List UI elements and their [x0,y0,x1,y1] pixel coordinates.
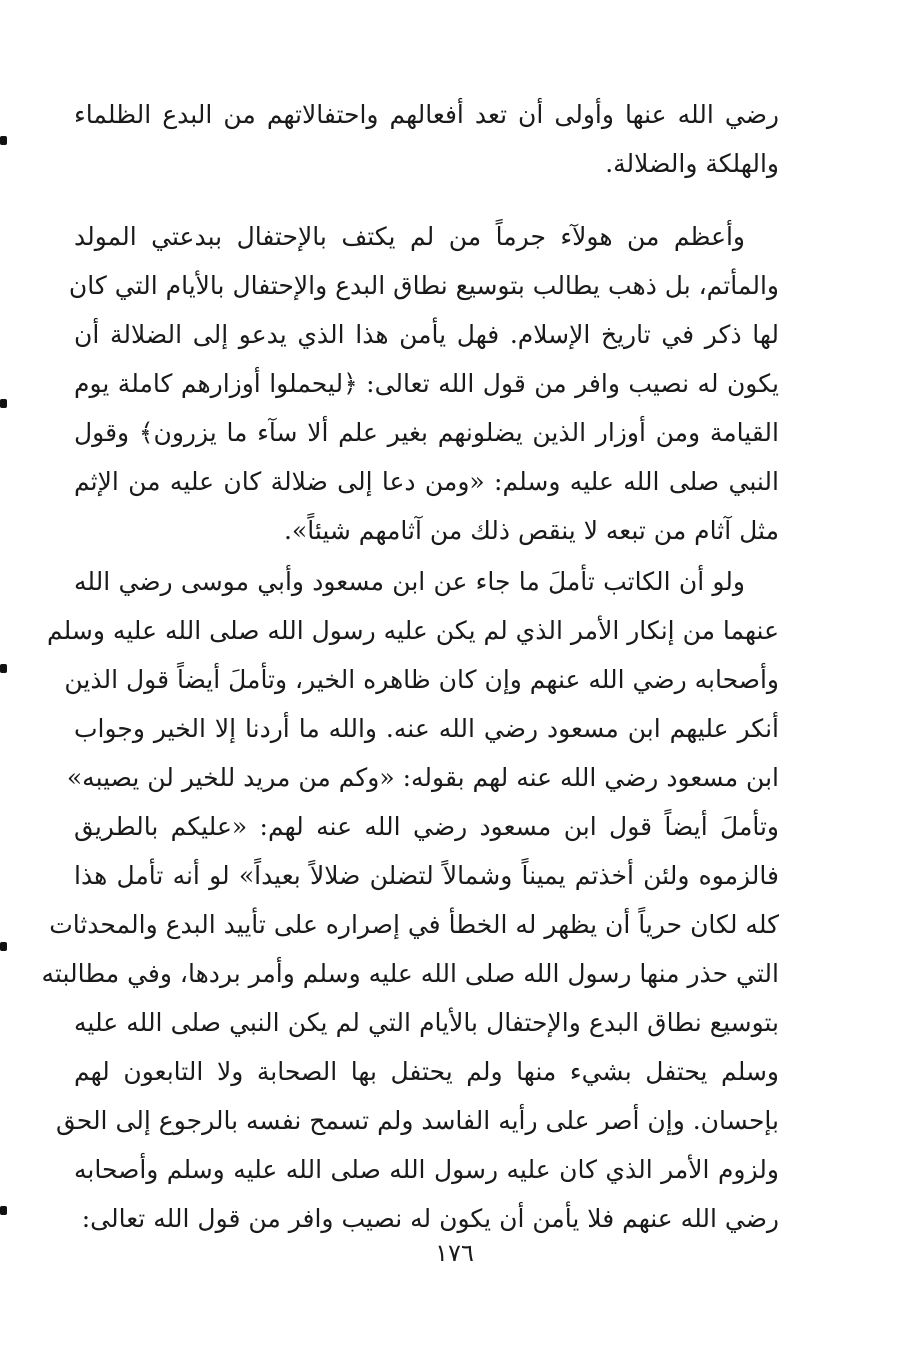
text-line: وسلم يحتفل بشيء منها ولم يحتفل بها الصحابة ولا التابعون لهم [74,1057,779,1086]
text-line: بإحسان. وإن أصر على رأيه الفاسد ولم تسمح نفسه بالرجوع إلى الحق [55,1106,779,1135]
text-line: أنكر عليهم ابن مسعود رضي الله عنه. والله ما أردنا إلا الخير وجواب [74,714,779,743]
text-line: والهلكة والضلالة. [605,149,779,178]
text-line: وأعظم من هولآء جرماً من لم يكتف بالإحتفال ببدعتي المولد [74,222,745,251]
text-line: رضي الله عنهم فلا يأمن أن يكون له نصيب وافر من قول الله تعالى: [81,1204,779,1233]
text-line: ابن مسعود رضي الله عنه لهم بقوله: «وكم من مريد للخير لن يصيبه» [66,763,779,792]
text-line: ولو أن الكاتب تأملَ ما جاء عن ابن مسعود وأبي موسى رضي الله [74,567,745,596]
text-line: لها ذكر في تاريخ الإسلام. فهل يأمن هذا الذي يدعو إلى الضلالة أن [74,320,779,349]
text-line: وتأملَ أيضاً قول ابن مسعود رضي الله عنه لهم: «عليكم بالطريق [74,812,779,841]
text-line: ولزوم الأمر الذي كان عليه رسول الله صلى الله عليه وسلم وأصحابه [74,1155,779,1184]
scan-edge-mark [0,136,7,145]
scan-edge-mark [0,399,7,408]
text-line: يكون له نصيب وافر من قول الله تعالى: ﴿ليحملوا أوزارهم كاملة يوم [74,369,779,398]
text-line: مثل آثام من تبعه لا ينقص ذلك من آثامهم شيئاً». [283,516,779,545]
text-line: القيامة ومن أوزار الذين يضلونهم بغير علم ألا سآء ما يزرون﴾ وقول [74,418,779,447]
scan-edge-mark [0,942,7,951]
page-number: ١٧٦ [435,1239,474,1267]
text-line: فالزموه ولئن أخذتم يميناً وشمالاً لتضلن ضلالاً بعيداً» لو أنه تأمل هذا [74,861,779,890]
paragraph-3 [41,557,779,1243]
text-line: بتوسيع نطاق البدع والإحتفال بالأيام التي لم يكن النبي صلى الله عليه [74,1008,779,1037]
text-line: كله لكان حرياً أن يظهر له الخطأ في إصراره على تأييد البدع والمحدثات [49,910,779,939]
text-line: رضي الله عنها وأولى أن تعد أفعالهم واحتفالاتهم من البدع الظلماء [74,100,779,129]
text-line: النبي صلى الله عليه وسلم: «ومن دعا إلى ضلالة كان عليه من الإثم [74,467,779,496]
paragraph-1 [74,90,779,188]
text-line: التي حذر منها رسول الله صلى الله عليه وسلم وأمر بردها، وفي مطالبته [41,959,779,988]
text-line: وأصحابه رضي الله عنهم وإن كان ظاهره الخير، وتأملَ أيضاً قول الذين [64,665,779,694]
text-line: عنهما من إنكار الأمر الذي لم يكن عليه رسول الله صلى الله عليه وسلم [46,616,779,645]
paragraph-2 [68,212,779,555]
scan-edge-mark [0,1206,7,1215]
scan-edge-mark [0,664,7,673]
text-line: والمأتم، بل ذهب يطالب بتوسيع نطاق البدع والإحتفال بالأيام التي كان [68,271,779,300]
